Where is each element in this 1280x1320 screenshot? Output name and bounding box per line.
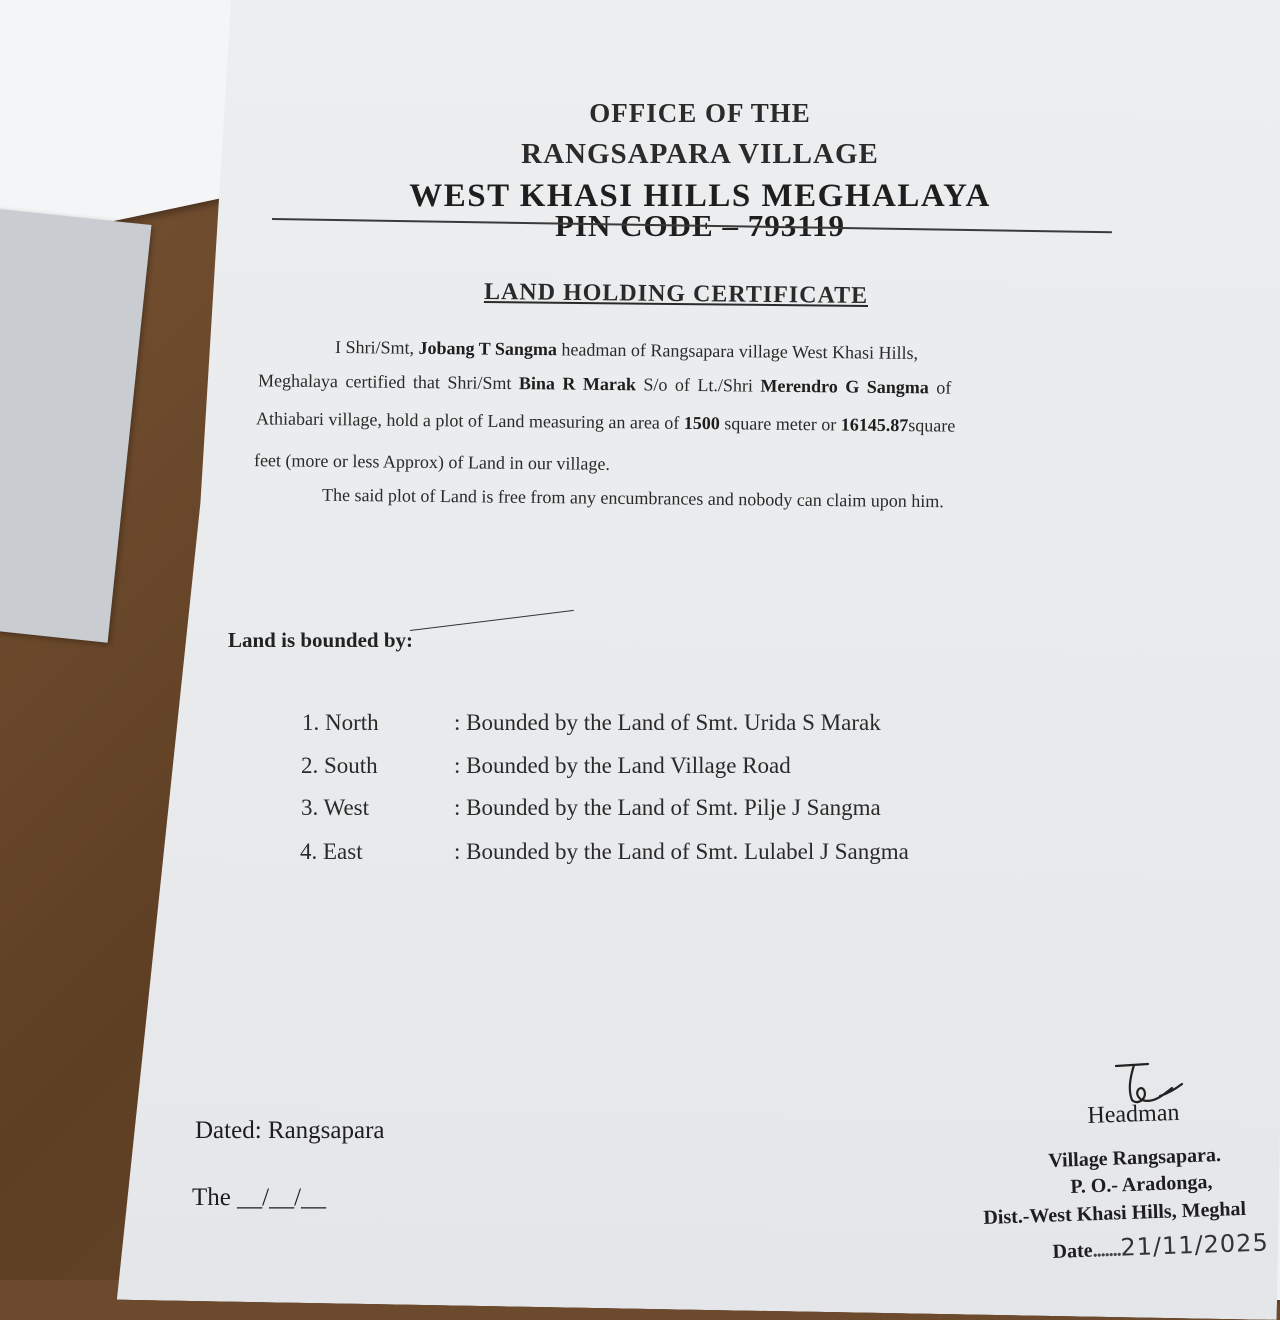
father-name: Merendro G Sangma <box>760 375 929 398</box>
area-sqm: 1500 <box>683 412 720 434</box>
boundaries-title: Land is bounded by: <box>228 628 414 652</box>
p1-intro: I Shri/Smt, <box>334 336 415 358</box>
dated-blank: The __/__/__ <box>192 1184 327 1211</box>
p2-intro: Meghalaya certified that Shri/Smt <box>257 370 512 394</box>
dated-place: Dated: Rangsapara <box>195 1117 385 1144</box>
stamp-headman: Headman <box>1087 1099 1180 1129</box>
area-sqft: 16145.87 <box>840 414 909 436</box>
boundary-text-north: : Bounded by the Land of Smt. Urida S Marak <box>454 710 881 735</box>
header-district: WEST KHASI HILLS MEGHALAYA <box>409 178 991 214</box>
boundary-num-south: 2. South <box>301 753 378 778</box>
boundary-text-south: : Bounded by the Land Village Road <box>454 753 791 778</box>
p2-of: of <box>936 377 952 398</box>
p3-mid: square meter or <box>724 413 837 435</box>
boundary-num-north: 1. North <box>302 710 379 735</box>
boundary-text-east: : Bounded by the Land of Smt. Lulabel J Sangma <box>454 839 909 864</box>
stamp-district: Dist.-West Khasi Hills, Meghal <box>983 1197 1247 1229</box>
header-office: OFFICE OF THE <box>589 98 811 128</box>
header-village: RANGSAPARA VILLAGE <box>521 138 879 170</box>
stamp-post-office: P. O.- Aradonga, <box>1070 1171 1213 1198</box>
stamp-date: Date.......21/11/2025 <box>1052 1228 1270 1263</box>
header-pin-code: PIN CODE – 793119 <box>555 208 845 243</box>
p3-intro: Athiabari village, hold a plot of Land measuring an area of <box>255 408 680 433</box>
p1-after-headman: headman of Rangsapara village West Khasi Hills, <box>561 339 919 364</box>
stamp-date-label: Date <box>1052 1239 1093 1263</box>
boundary-num-east: 4. East <box>300 839 363 864</box>
handwritten-date: 21/11/2025 <box>1119 1228 1270 1262</box>
stamp-village: Village Rangsapara. <box>1048 1143 1222 1172</box>
paragraph-line-5: The said plot of Land is free from any encumbrances and nobody can claim upon him. <box>321 484 944 512</box>
paragraph-line-2 <box>258 370 951 398</box>
p3-end: square <box>908 415 956 436</box>
boundary-text-west: : Bounded by the Land of Smt. Pilje J Sangma <box>454 795 881 820</box>
boundary-num-west: 3. West <box>301 795 370 820</box>
pen-stroke <box>410 610 574 631</box>
paragraph-line-3 <box>256 408 955 436</box>
paragraph-line-1 <box>335 337 918 364</box>
paragraph-line-4: feet (more or less Approx) of Land in our village. <box>253 450 611 474</box>
certificate-title: LAND HOLDING CERTIFICATE <box>483 278 869 310</box>
headman-name: Jobang T Sangma <box>418 337 558 360</box>
holder-name: Bina R Marak <box>518 373 637 395</box>
p2-relation: S/o of Lt./Shri <box>643 374 754 396</box>
